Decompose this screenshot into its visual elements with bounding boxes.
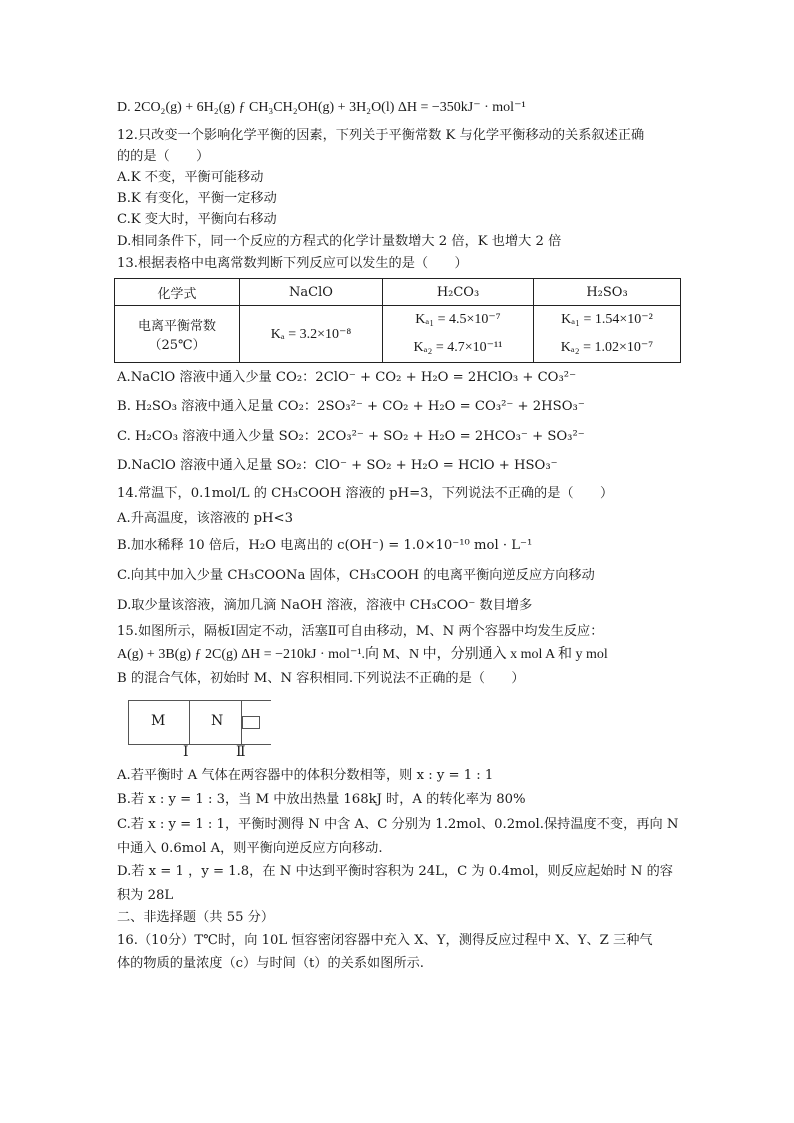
section-heading: 二、非选择题（共 55 分） [117,910,275,925]
table-header: H₂CO₃ [383,279,534,306]
q12-option-c: C.K 变大时，平衡向右移动 [117,212,277,227]
h2so3-constants [534,306,681,363]
container-diagram [128,700,271,745]
q15-reaction: A(g) + 3B(g) ƒ 2C(g) ΔH = −210kJ · mol⁻¹.向 M、N 中，分别通入 x mol A 和 y mol [117,647,608,662]
ionization-constant-table [114,278,681,363]
q15-stem-cont: B 的混合气体，初始时 M、N 容积相同.下列说法不正确的是（ ） [117,671,525,686]
q14-option-d: D.取少量该溶液，滴加几滴 NaOH 溶液，溶液中 CH₃COO⁻ 数目增多 [117,598,533,613]
q15-option-a: A.若平衡时 A 气体在两容器中的体积分数相等，则 x : y = 1 : 1 [117,768,494,783]
table-row-label [115,306,240,363]
label-n: N [211,713,224,729]
row-label-line1: 电离平衡常数 [137,319,216,334]
q15-option-c-cont: 中通入 0.6mol A，则平衡向逆反应方向移动. [117,841,383,856]
h2so3-ka2: Kₐ₂ = 1.02×10⁻⁷ [560,340,654,355]
q15-stem: 15.如图所示，隔板Ⅰ固定不动，活塞Ⅱ可自由移动，M、N 两个容器中均发生反应： [117,624,604,639]
q13-option-c: C. H₂CO₃ 溶液中通入少量 SO₂：2CO₃²⁻ + SO₂ + H₂O = 2HCO₃⁻ + SO₃²⁻ [117,429,585,444]
partition-i [189,700,190,744]
q12-option-b: B.K 有变化，平衡一定移动 [117,191,277,206]
q12-option-a: A.K 不变，平衡可能移动 [117,170,264,185]
label-m: M [151,713,166,729]
q16-stem-cont: 体的物质的量浓度（c）与时间（t）的关系如图所示. [117,956,425,971]
q11-option-d: D. 2CO₂(g) + 6H₂(g) ƒ CH₃CH₂OH(g) + 3H₂O(l) ΔH = −350kJ⁻ · mol⁻¹ [117,100,526,115]
table-header: NaClO [240,279,383,306]
q15-option-c: C.若 x : y = 1 : 1，平衡时测得 N 中含 A、C 分别为 1.2mol、0.2mol.保持温度不变，再向 N [117,817,679,832]
q14-option-c: C.向其中加入少量 CH₃COONa 固体，CH₃COOH 的电离平衡向逆反应方向移动 [117,568,595,583]
table-header: 化学式 [115,279,240,306]
q13-option-a: A.NaClO 溶液中通入少量 CO₂：2ClO⁻ + CO₂ + H₂O = 2HClO₃ + CO₃²⁻ [117,370,577,385]
h2so3-ka1: Kₐ₁ = 1.54×10⁻² [561,312,653,327]
q14-stem: 14.常温下，0.1mol/L 的 CH₃COOH 溶液的 pH=3，下列说法不正确的是（ ） [117,486,614,501]
label-piston-ii: Ⅱ [236,744,246,760]
q13-option-b: B. H₂SO₃ 溶液中通入足量 CO₂：2SO₃²⁻ + CO₂ + H₂O = CO₃²⁻ + 2HSO₃⁻ [117,399,585,414]
h2co3-ka2: Kₐ₂ = 4.7×10⁻¹¹ [413,340,503,355]
piston-rod [242,716,260,729]
q13-option-d: D.NaClO 溶液中通入足量 SO₂：ClO⁻ + SO₂ + H₂O = HClO + HSO₃⁻ [117,458,558,473]
table-header: H₂SO₃ [534,279,681,306]
q15-option-d-cont: 积为 28L [117,888,174,903]
q12-option-d: D.相同条件下，同一个反应的方程式的化学计量数增大 2 倍，K 也增大 2 倍 [117,234,562,249]
h2co3-ka1: Kₐ₁ = 4.5×10⁻⁷ [415,312,501,327]
q13-stem: 13.根据表格中电离常数判断下列反应可以发生的是（ ） [117,256,468,271]
row-label-line2: （25℃） [148,338,206,353]
q12-stem-cont: 的的是（ ） [117,149,210,164]
q15-option-d: D.若 x = 1 ，y = 1.8，在 N 中达到平衡时容积为 24L，C 为 0.4mol，则反应起始时 N 的容 [117,864,673,879]
h2co3-constants [383,306,534,363]
naclo-ka: Kₐ = 3.2×10⁻⁸ [240,306,383,363]
q12-stem: 12.只改变一个影响化学平衡的因素，下列关于平衡常数 K 与化学平衡移动的关系叙述正确 [117,128,645,143]
q16-stem: 16.（10分）T℃时，向 10L 恒容密闭容器中充入 X、Y，测得反应过程中 X、Y、Z 三种气 [117,933,653,948]
q15-option-b: B.若 x : y = 1 : 3，当 M 中放出热量 168kJ 时，A 的转化率为 80% [117,792,526,807]
q14-option-b: B.加水稀释 10 倍后，H₂O 电离出的 c(OH⁻) = 1.0×10⁻¹⁰ mol · L⁻¹ [117,538,533,553]
q14-option-a: A.升高温度，该溶液的 pH<3 [117,511,293,526]
label-partition-i: Ⅰ [183,744,189,760]
